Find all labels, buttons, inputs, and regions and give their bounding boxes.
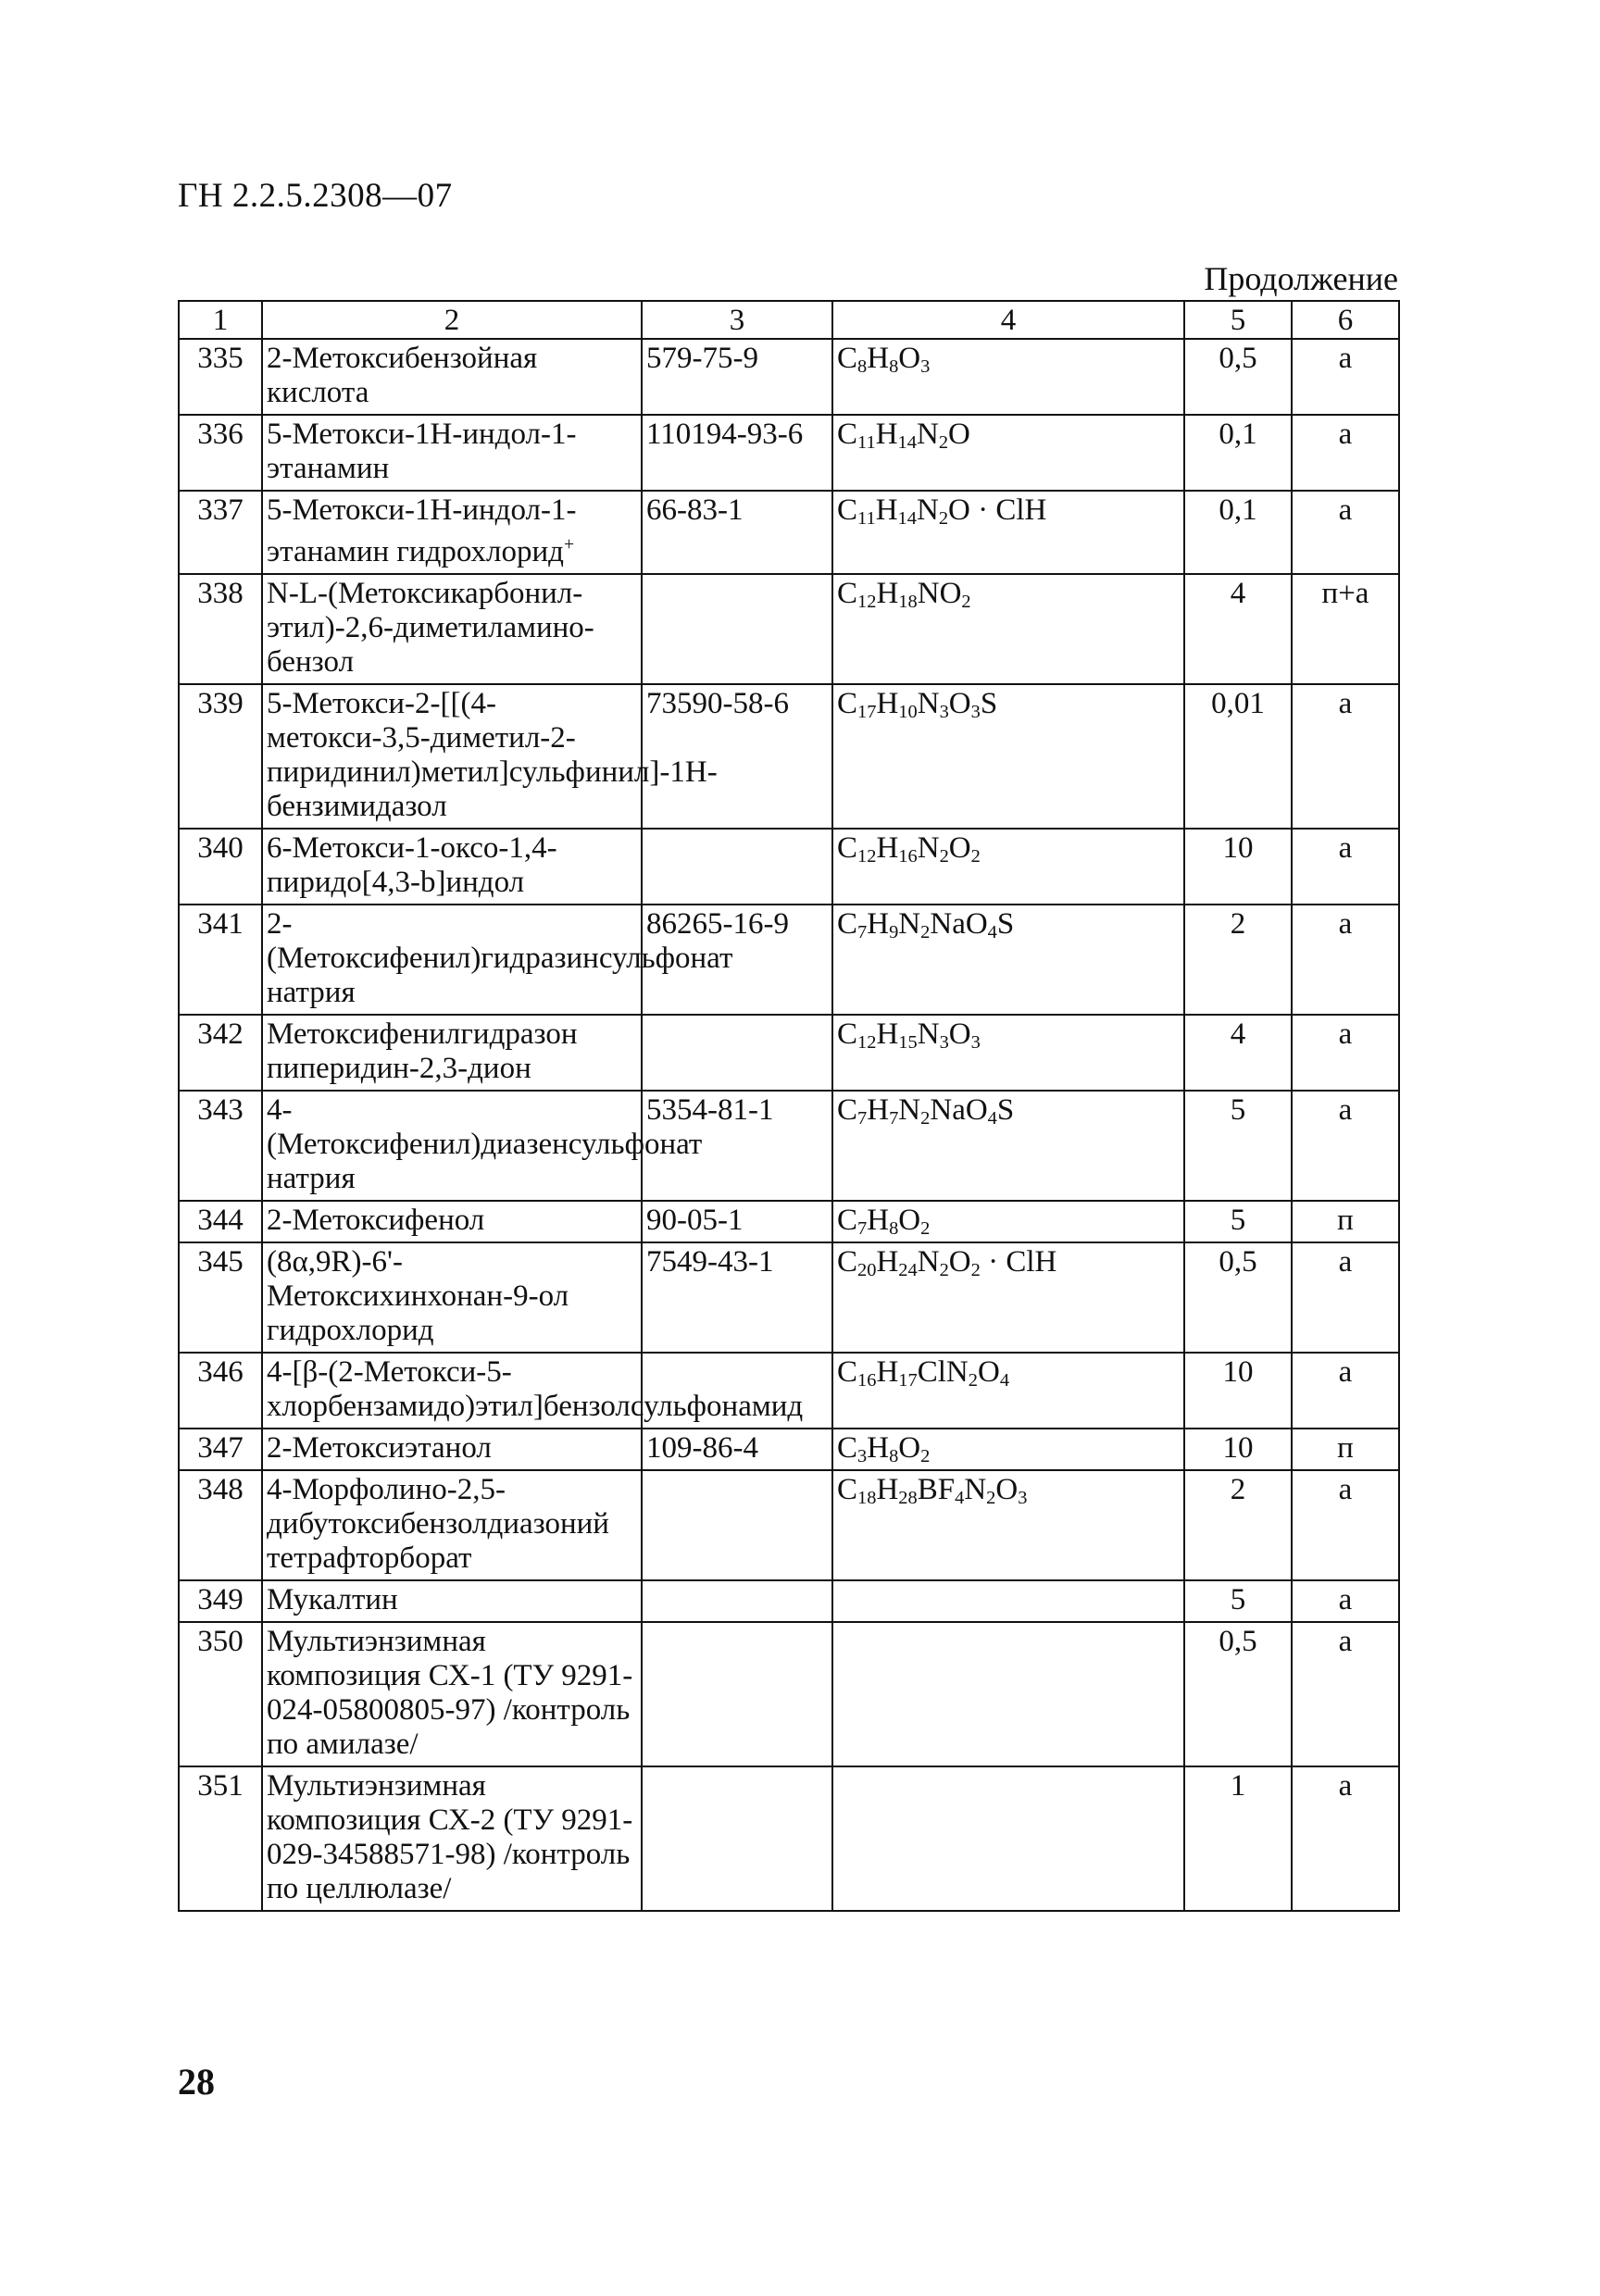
cas-number: 86265-16-9	[642, 905, 832, 1015]
formula: $C_{11}H_{14}N_2O$	[832, 415, 1184, 491]
cas-number: 579-75-9	[642, 339, 832, 415]
row-number: 351	[179, 1766, 262, 1911]
cas-number: 7549-43-1	[642, 1242, 832, 1353]
page-number: 28	[178, 2061, 215, 2103]
aggregate-state: а	[1292, 415, 1399, 491]
table-row	[179, 829, 1399, 905]
aggregate-state: а	[1292, 1470, 1399, 1580]
formula: $C_7H_7N_2NaO_4S$	[832, 1091, 1184, 1201]
formula: $C_3H_8O_2$	[832, 1429, 1184, 1470]
substance-name: (8α,9R)-6'-Метоксихинхонан-9-ол гидрохлорид	[262, 1242, 642, 1353]
aggregate-state: а	[1292, 491, 1399, 574]
cas-number	[642, 1015, 832, 1091]
aggregate-state: п	[1292, 1201, 1399, 1242]
formula: $C_{16}H_{17}ClN_2O_4$	[832, 1353, 1184, 1429]
limit-value: 5	[1184, 1580, 1292, 1622]
limit-value: 2	[1184, 905, 1292, 1015]
substance-name: 2-Метоксибензойная кислота	[262, 339, 642, 415]
limit-value: 0,1	[1184, 415, 1292, 491]
limit-value: 4	[1184, 574, 1292, 684]
table-row	[179, 1622, 1399, 1766]
row-number: 338	[179, 574, 262, 684]
column-header: 4	[832, 301, 1184, 339]
aggregate-state: а	[1292, 684, 1399, 829]
row-number: 346	[179, 1353, 262, 1429]
substance-name: 4-Морфолино-2,5-дибутоксибензолдиазоний тетрафторборат	[262, 1470, 642, 1580]
substance-name: N-L-(Метоксикарбонил-этил)-2,6-диметиламино-бензол	[262, 574, 642, 684]
substance-name: 2-Метоксифенол	[262, 1201, 642, 1242]
substance-name: Метоксифенилгидразон пиперидин-2,3-дион	[262, 1015, 642, 1091]
table-row	[179, 339, 1399, 415]
cas-number	[642, 574, 832, 684]
aggregate-state: а	[1292, 905, 1399, 1015]
aggregate-state: а	[1292, 829, 1399, 905]
aggregate-state: а	[1292, 1580, 1399, 1622]
cas-number	[642, 1766, 832, 1911]
table-row	[179, 1353, 1399, 1429]
table-row	[179, 415, 1399, 491]
document-code: ГН 2.2.5.2308—07	[178, 177, 453, 215]
table-row	[179, 1580, 1399, 1622]
substance-name: Мультиэнзимная композиция СХ-1 (ТУ 9291-024-05800805-97) /контроль по амилазе/	[262, 1622, 642, 1766]
formula: $C_7H_8O_2$	[832, 1201, 1184, 1242]
limit-value: 0,5	[1184, 339, 1292, 415]
table-row	[179, 1429, 1399, 1470]
formula: $C_8H_8O_3$	[832, 339, 1184, 415]
cas-number	[642, 829, 832, 905]
formula: $C_{12}H_{18}NO_2$	[832, 574, 1184, 684]
row-number: 341	[179, 905, 262, 1015]
limit-value: 0,01	[1184, 684, 1292, 829]
cas-number	[642, 1580, 832, 1622]
row-number: 337	[179, 491, 262, 574]
column-header: 5	[1184, 301, 1292, 339]
limit-value: 1	[1184, 1766, 1292, 1911]
cas-number: 110194-93-6	[642, 415, 832, 491]
substance-name: 4-(Метоксифенил)диазенсульфонат натрия	[262, 1091, 642, 1201]
table-row	[179, 574, 1399, 684]
row-number: 335	[179, 339, 262, 415]
limit-value: 0,5	[1184, 1622, 1292, 1766]
cas-number: 90-05-1	[642, 1201, 832, 1242]
aggregate-state: а	[1292, 1622, 1399, 1766]
formula: $C_{11}H_{14}N_2O$ · ClH	[832, 491, 1184, 574]
aggregate-state: а	[1292, 1353, 1399, 1429]
limit-value: 10	[1184, 829, 1292, 905]
formula: $C_{12}H_{15}N_3O_3$	[832, 1015, 1184, 1091]
substance-name: 6-Метокси-1-оксо-1,4-пиридо[4,3-b]индол	[262, 829, 642, 905]
row-number: 339	[179, 684, 262, 829]
cas-number	[642, 1622, 832, 1766]
substances-table	[178, 300, 1400, 1912]
formula: $C_{17}H_{10}N_3O_3S$	[832, 684, 1184, 829]
row-number: 336	[179, 415, 262, 491]
cas-number	[642, 1470, 832, 1580]
limit-value: 10	[1184, 1353, 1292, 1429]
aggregate-state: а	[1292, 1242, 1399, 1353]
formula: $C_{20}H_{24}N_2O_2$ · ClH	[832, 1242, 1184, 1353]
table-row	[179, 905, 1399, 1015]
limit-value: 5	[1184, 1091, 1292, 1201]
aggregate-state: а	[1292, 1766, 1399, 1911]
limit-value: 10	[1184, 1429, 1292, 1470]
row-number: 342	[179, 1015, 262, 1091]
row-number: 348	[179, 1470, 262, 1580]
limit-value: 5	[1184, 1201, 1292, 1242]
row-number: 350	[179, 1622, 262, 1766]
formula: $C_7H_9N_2NaO_4S$	[832, 905, 1184, 1015]
table-row	[179, 1201, 1399, 1242]
formula	[832, 1766, 1184, 1911]
aggregate-state: а	[1292, 1091, 1399, 1201]
table-body	[179, 339, 1399, 1911]
row-number: 349	[179, 1580, 262, 1622]
limit-value: 0,5	[1184, 1242, 1292, 1353]
limit-value: 0,1	[1184, 491, 1292, 574]
aggregate-state: а	[1292, 1015, 1399, 1091]
limit-value: 4	[1184, 1015, 1292, 1091]
cas-number: 109-86-4	[642, 1429, 832, 1470]
substance-name: 5-Метокси-1Н-индол-1-этанамин гидрохлорид+	[262, 491, 642, 574]
cas-number: 5354-81-1	[642, 1091, 832, 1201]
table-row	[179, 1242, 1399, 1353]
row-number: 344	[179, 1201, 262, 1242]
aggregate-state: п	[1292, 1429, 1399, 1470]
column-header: 1	[179, 301, 262, 339]
substance-name: Мультиэнзимная композиция СХ-2 (ТУ 9291-029-34588571-98) /контроль по целлюлазе/	[262, 1766, 642, 1911]
table-row	[179, 1766, 1399, 1911]
formula	[832, 1622, 1184, 1766]
table-row	[179, 684, 1399, 829]
row-number: 343	[179, 1091, 262, 1201]
cas-number: 66-83-1	[642, 491, 832, 574]
cas-number: 73590-58-6	[642, 684, 832, 829]
table-row	[179, 1470, 1399, 1580]
column-header: 2	[262, 301, 642, 339]
substance-name: 2-Метоксиэтанол	[262, 1429, 642, 1470]
aggregate-state: а	[1292, 339, 1399, 415]
substance-name: 2-(Метоксифенил)гидразинсульфонат натрия	[262, 905, 642, 1015]
table-row	[179, 1015, 1399, 1091]
formula	[832, 1580, 1184, 1622]
row-number: 340	[179, 829, 262, 905]
formula: $C_{12}H_{16}N_2O_2$	[832, 829, 1184, 905]
substance-name: 5-Метокси-1Н-индол-1-этанамин	[262, 415, 642, 491]
substance-name: Мукалтин	[262, 1580, 642, 1622]
column-header: 3	[642, 301, 832, 339]
aggregate-state: п+а	[1292, 574, 1399, 684]
row-number: 347	[179, 1429, 262, 1470]
continuation-label: Продолжение	[1204, 260, 1398, 297]
table-row	[179, 491, 1399, 574]
limit-value: 2	[1184, 1470, 1292, 1580]
table-header-row	[179, 301, 1399, 339]
table-row	[179, 1091, 1399, 1201]
formula: $C_{18}H_{28}BF_4N_2O_3$	[832, 1470, 1184, 1580]
row-number: 345	[179, 1242, 262, 1353]
column-header: 6	[1292, 301, 1399, 339]
substance-name: 4-[β-(2-Метокси-5-хлорбензамидо)этил]бензолсульфонамид	[262, 1353, 642, 1429]
substance-name: 5-Метокси-2-[[(4-метокси-3,5-диметил-2-пиридинил)метил]сульфинил]-1Н-бензимидазол	[262, 684, 642, 829]
